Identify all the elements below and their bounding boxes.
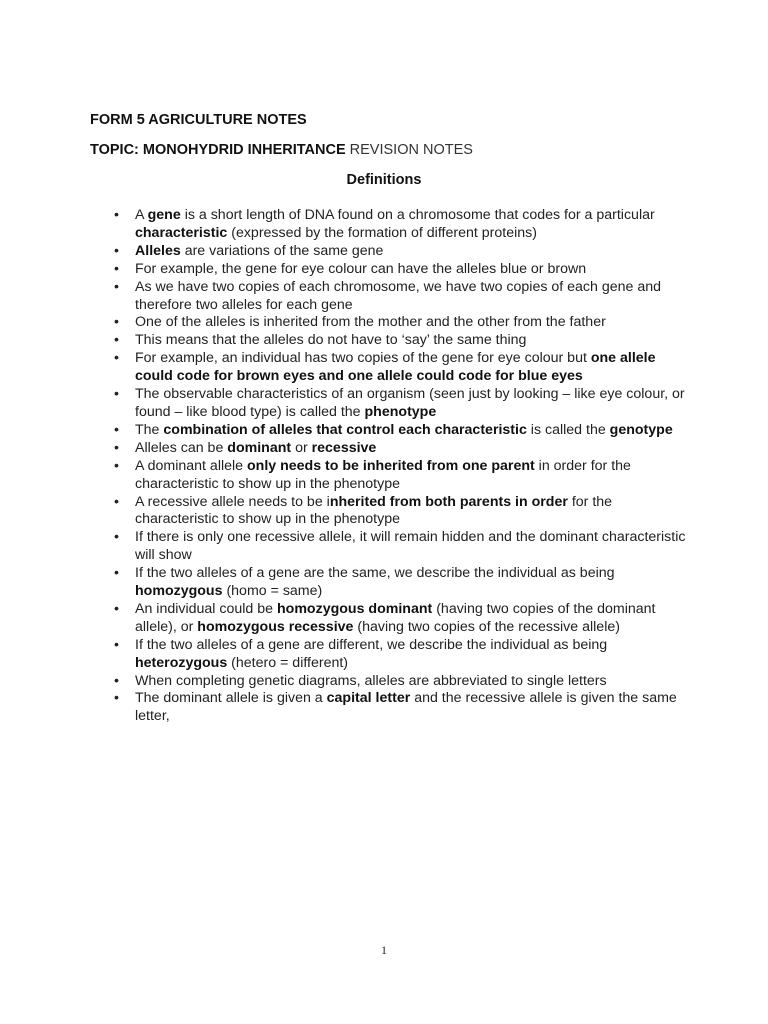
list-item: [112, 261, 692, 279]
list-item: [112, 565, 692, 601]
list-item: [112, 637, 692, 673]
topic-suffix: REVISION NOTES: [345, 142, 473, 158]
text-run: (hetero = different): [227, 654, 349, 671]
text-run: is a short length of DNA found on a chromosome that codes for a particular: [180, 207, 655, 223]
list-item: [112, 279, 692, 315]
text-run: For example, the gene for eye colour can have the alleles blue or brown: [135, 260, 587, 277]
text-run: An individual could be: [135, 600, 277, 617]
text-run: If there is only one recessive allele, it will remain hidden and the dominant characteristic will show: [135, 529, 686, 564]
text-run: or: [291, 439, 312, 456]
list-item: [112, 690, 692, 726]
bold-term: heterozygous: [135, 654, 228, 671]
text-run: As we have two copies of each chromosome, we have two copies of each gene and therefore two alleles for each gene: [135, 278, 662, 313]
bold-term: combination of alleles that control each characteristic: [163, 421, 527, 438]
text-run: When completing genetic diagrams, alleles are abbreviated to single letters: [135, 672, 607, 689]
text-run: (having two copies of the recessive allele): [353, 618, 620, 635]
bold-term: Alleles: [135, 242, 181, 259]
list-item: [112, 440, 692, 458]
list-item: [112, 350, 692, 386]
page-number: 1: [381, 943, 387, 957]
text-run: A: [135, 207, 148, 223]
list-item: [112, 243, 692, 261]
text-run: (having two copies of the dominant allele), or: [135, 600, 656, 635]
text-run: Alleles can be: [135, 439, 228, 456]
text-run: This means that the alleles do not have to ‘say’ the same thing: [135, 332, 527, 349]
text-run: If the two alleles of a gene are different, we describe the individual as being: [135, 636, 608, 653]
section-title: Definitions: [346, 172, 422, 188]
text-run: A recessive allele needs to be i: [135, 493, 330, 510]
text-run: If the two alleles of a gene are the same, we describe the individual as being: [135, 565, 615, 582]
list-item: [112, 386, 692, 422]
bold-term: homozygous recessive: [197, 618, 354, 635]
bold-term: dominant: [227, 439, 292, 456]
bold-term: characteristic: [135, 224, 228, 241]
text-run: The observable characteristics of an organism (seen just by looking – like eye colour, or found – like blood type) is called the: [135, 386, 685, 420]
topic-label: TOPIC: MONOHYDRID INHERITANCE: [90, 142, 346, 158]
text-run: (expressed by the formation of different proteins): [227, 224, 537, 241]
text-run: The dominant allele is given a: [135, 690, 327, 707]
bold-term: recessive: [311, 439, 377, 456]
bold-term: nherited from both parents in order: [329, 493, 568, 510]
bold-term: phenotype: [364, 403, 437, 420]
text-run: is called the: [526, 421, 610, 438]
list-item: [112, 458, 692, 494]
list-item: [112, 494, 692, 530]
text-run: for the characteristic to show up in the phenotype: [135, 493, 613, 528]
bold-term: homozygous dominant: [276, 600, 433, 617]
list-item: [112, 332, 692, 350]
bold-term: one allele could code for brown eyes and one allele could code for blue eyes: [135, 350, 656, 385]
text-run: and the recessive allele is given the same letter,: [135, 690, 677, 725]
definitions-list: [112, 207, 692, 726]
list-item: [112, 529, 692, 565]
list-item: [112, 422, 692, 440]
list-item: [112, 207, 692, 243]
text-run: A dominant allele: [135, 457, 247, 474]
text-run: are variations of the same gene: [180, 242, 384, 259]
text-run: The: [135, 421, 164, 438]
bold-term: gene: [147, 207, 181, 223]
text-run: For example, an individual has two copies of the gene for eye colour but: [135, 350, 591, 367]
bold-term: only needs to be inherited from one parent: [247, 457, 535, 474]
list-item: [112, 314, 692, 332]
bold-term: homozygous: [135, 583, 223, 600]
topic-heading: [90, 142, 473, 158]
document-title: FORM 5 AGRICULTURE NOTES: [90, 112, 307, 128]
text-run: One of the alleles is inherited from the mother and the other from the father: [135, 314, 606, 331]
list-item: [112, 673, 692, 691]
text-run: in order for the characteristic to show up in the phenotype: [135, 457, 631, 492]
bold-term: capital letter: [326, 690, 411, 707]
list-item: [112, 601, 692, 637]
text-run: (homo = same): [222, 583, 323, 600]
bold-term: genotype: [609, 421, 673, 438]
